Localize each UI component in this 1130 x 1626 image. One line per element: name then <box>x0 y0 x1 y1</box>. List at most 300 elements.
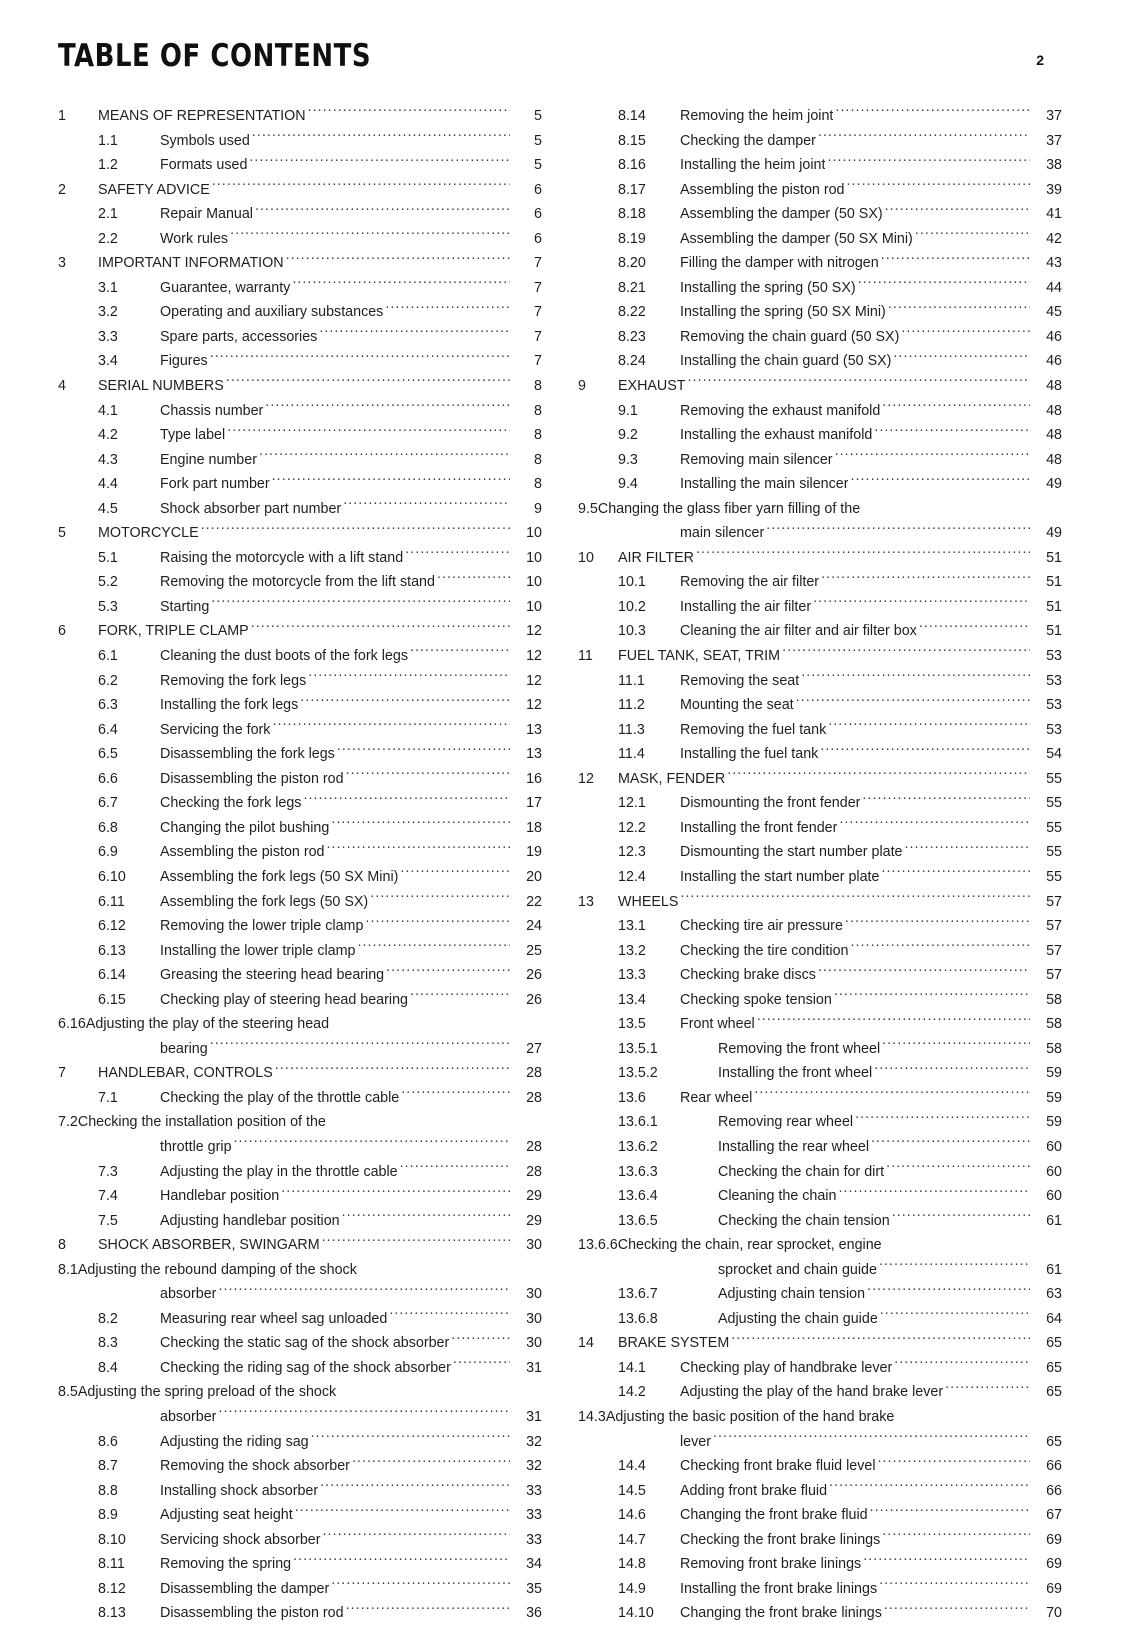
toc-entry-page: 54 <box>1046 746 1062 763</box>
leader-dots <box>300 695 510 709</box>
toc-entry[interactable] <box>58 988 542 1013</box>
toc-entry[interactable] <box>578 1405 1062 1454</box>
toc-entry-body <box>160 816 542 841</box>
toc-entry[interactable] <box>578 595 1062 620</box>
toc-entry[interactable] <box>578 227 1062 252</box>
toc-entry-body <box>160 669 542 694</box>
toc-entry-number: 14.2 <box>618 1384 646 1401</box>
toc-entry-title: Fork part number <box>160 476 270 493</box>
leader-dots <box>272 474 510 488</box>
toc-entry-title: Starting <box>160 598 210 615</box>
toc-entry[interactable] <box>578 963 1062 988</box>
toc-entry[interactable] <box>58 865 542 890</box>
toc-entry-number: 12.3 <box>618 844 646 861</box>
toc-entry[interactable] <box>578 816 1062 841</box>
leader-dots <box>688 376 1030 390</box>
toc-entry-body <box>718 1184 1062 1209</box>
toc-entry-body <box>78 1258 542 1283</box>
toc-entry[interactable] <box>578 742 1062 767</box>
leader-dots <box>880 1309 1030 1323</box>
toc-entry[interactable] <box>578 1037 1062 1062</box>
toc-entry-title: Assembling the piston rod <box>160 844 325 861</box>
toc-entry[interactable] <box>578 1233 1062 1282</box>
toc-entry[interactable] <box>58 300 542 325</box>
toc-entry-page: 17 <box>526 795 542 812</box>
toc-entry[interactable] <box>578 791 1062 816</box>
toc-entry[interactable] <box>58 1110 542 1159</box>
toc-entry-number: 13.1 <box>618 918 646 935</box>
leader-dots <box>766 523 1030 537</box>
toc-entry[interactable] <box>578 570 1062 595</box>
toc-entry[interactable] <box>58 129 542 154</box>
toc-entry-page: 36 <box>526 1605 542 1622</box>
toc-entry-body <box>160 1307 542 1332</box>
leader-dots <box>839 818 1030 832</box>
toc-entry-number: 8.17 <box>618 181 646 198</box>
toc-entry-title: Installing the start number plate <box>680 868 880 885</box>
toc-entry-body <box>160 718 542 743</box>
toc-entry-body <box>680 448 1062 473</box>
toc-entry[interactable] <box>578 865 1062 890</box>
toc-entry-title: Handlebar position <box>160 1188 280 1205</box>
toc-entry-page: 51 <box>1046 549 1062 566</box>
toc-entry[interactable] <box>578 1307 1062 1332</box>
toc-entry[interactable] <box>58 570 542 595</box>
toc-entry[interactable] <box>58 325 542 350</box>
toc-entry-number: 12.4 <box>618 868 646 885</box>
leader-dots <box>886 1161 1030 1175</box>
leader-dots <box>834 989 1030 1003</box>
toc-entry[interactable] <box>58 399 542 424</box>
toc-entry-number: 8.22 <box>618 304 646 321</box>
toc-entry-body <box>718 1258 1062 1283</box>
toc-entry-title: Adjusting the rebound damping of the shock <box>77 1261 357 1278</box>
toc-entry[interactable] <box>58 718 542 743</box>
toc-entry[interactable] <box>58 840 542 865</box>
toc-entry[interactable] <box>58 1209 542 1234</box>
toc-entry-page: 55 <box>1046 844 1062 861</box>
leader-dots <box>370 891 510 905</box>
toc-entry-number: 14.5 <box>618 1482 646 1499</box>
toc-entry[interactable] <box>578 1528 1062 1553</box>
toc-entry-number: 8.23 <box>618 328 646 345</box>
leader-dots <box>331 1579 510 1593</box>
toc-entry-body <box>160 349 542 374</box>
toc-entry-page: 18 <box>526 819 542 836</box>
toc-entry-body <box>718 1307 1062 1332</box>
toc-entry[interactable] <box>578 1331 1062 1356</box>
toc-entry-body <box>680 202 1062 227</box>
toc-entry[interactable] <box>58 1454 542 1479</box>
toc-entry-title: SERIAL NUMBERS <box>98 378 224 395</box>
leader-dots <box>838 1186 1030 1200</box>
toc-entry[interactable] <box>578 890 1062 915</box>
toc-entry-page: 53 <box>1046 721 1062 738</box>
toc-entry-number: 6.3 <box>98 697 118 714</box>
toc-entry[interactable] <box>578 202 1062 227</box>
toc-entry[interactable] <box>578 1577 1062 1602</box>
toc-entry[interactable] <box>578 349 1062 374</box>
toc-entry-body <box>680 399 1062 424</box>
toc-entry-title: Mounting the seat <box>680 697 794 714</box>
toc-entry-title-continued: main silencer <box>680 525 765 542</box>
toc-entry[interactable] <box>578 1601 1062 1626</box>
toc-entry-title: Checking the chain for dirt <box>718 1163 885 1180</box>
toc-entry[interactable] <box>578 988 1062 1013</box>
toc-entry[interactable] <box>578 178 1062 203</box>
toc-entry-page: 12 <box>526 672 542 689</box>
toc-entry[interactable] <box>578 1552 1062 1577</box>
toc-entry-page: 28 <box>526 1138 542 1155</box>
toc-entry-body <box>680 1454 1062 1479</box>
toc-entry[interactable] <box>58 546 542 571</box>
toc-entry-body <box>718 1061 1062 1086</box>
toc-entry[interactable] <box>58 890 542 915</box>
toc-entry-title: SAFETY ADVICE <box>98 181 210 198</box>
toc-entry-number: 4.3 <box>98 451 118 468</box>
toc-entry-body <box>160 693 542 718</box>
leader-dots <box>862 793 1030 807</box>
toc-entry-number: 3 <box>58 255 66 272</box>
toc-entry[interactable] <box>578 1209 1062 1234</box>
toc-entry[interactable] <box>58 251 542 276</box>
toc-entry-body <box>98 251 542 276</box>
toc-entry-title: Removing the air filter <box>680 574 820 591</box>
toc-entry[interactable] <box>578 1135 1062 1160</box>
leader-dots <box>874 1063 1030 1077</box>
toc-entry-title: Formats used <box>160 157 248 174</box>
toc-entry-page: 6 <box>534 181 542 198</box>
toc-entry[interactable] <box>578 300 1062 325</box>
toc-entry-title: Figures <box>160 353 208 370</box>
toc-entry-title: Filling the damper with nitrogen <box>680 255 879 272</box>
leader-dots <box>884 1603 1030 1617</box>
toc-entry[interactable] <box>58 276 542 301</box>
toc-entry-page: 22 <box>526 893 542 910</box>
toc-entry[interactable] <box>578 1479 1062 1504</box>
toc-entry[interactable] <box>578 399 1062 424</box>
toc-entry[interactable] <box>578 546 1062 571</box>
leader-dots <box>879 1579 1030 1593</box>
leader-dots <box>881 253 1030 267</box>
leader-dots <box>212 179 510 193</box>
toc-entry-title: Checking the damper <box>680 132 816 149</box>
toc-entry-number: 7.1 <box>98 1089 118 1106</box>
toc-entry[interactable] <box>58 1184 542 1209</box>
toc-entry-page: 58 <box>1046 1016 1062 1033</box>
toc-entry[interactable] <box>578 104 1062 129</box>
toc-entry-body <box>618 374 1062 399</box>
toc-entry-page: 59 <box>1046 1065 1062 1082</box>
toc-entry[interactable] <box>58 1233 542 1258</box>
toc-entry[interactable] <box>58 1012 542 1061</box>
toc-entry[interactable] <box>58 963 542 988</box>
toc-entry[interactable] <box>578 914 1062 939</box>
toc-entry[interactable] <box>578 1282 1062 1307</box>
toc-entry[interactable] <box>578 1380 1062 1405</box>
toc-entry-body <box>160 129 542 154</box>
toc-entry[interactable] <box>58 693 542 718</box>
toc-entry-number: 14.3 <box>578 1408 606 1425</box>
toc-entry-number: 5.2 <box>98 574 118 591</box>
leader-dots <box>327 842 510 856</box>
toc-entry[interactable] <box>58 1061 542 1086</box>
toc-entry[interactable] <box>58 202 542 227</box>
toc-entry[interactable] <box>578 669 1062 694</box>
toc-entry-number: 8.1 <box>58 1261 78 1278</box>
toc-entry[interactable] <box>58 178 542 203</box>
toc-entry[interactable] <box>578 939 1062 964</box>
toc-entry-line <box>578 497 1062 522</box>
leader-dots <box>346 768 510 782</box>
toc-entry-page: 41 <box>1046 206 1062 223</box>
toc-entry-number: 6.16 <box>58 1016 86 1033</box>
toc-entry[interactable] <box>578 374 1062 399</box>
toc-entry-body <box>680 349 1062 374</box>
toc-entry[interactable] <box>578 1012 1062 1037</box>
toc-entry-page: 30 <box>526 1335 542 1352</box>
leader-dots <box>858 278 1030 292</box>
toc-entry[interactable] <box>578 129 1062 154</box>
toc-entry-body <box>618 644 1062 669</box>
leader-dots <box>881 867 1030 881</box>
toc-entry[interactable] <box>58 669 542 694</box>
toc-entry-number: 13.6.6 <box>578 1237 618 1254</box>
toc-entry[interactable] <box>58 791 542 816</box>
toc-entry-body <box>680 619 1062 644</box>
toc-entry-title: IMPORTANT INFORMATION <box>98 255 284 272</box>
toc-entry[interactable] <box>58 1577 542 1602</box>
toc-entry-number: 1.2 <box>98 157 118 174</box>
toc-entry[interactable] <box>58 1331 542 1356</box>
leader-dots <box>365 916 510 930</box>
toc-entry-number: 11.1 <box>618 672 645 689</box>
toc-entry[interactable] <box>58 1479 542 1504</box>
toc-entry-page: 38 <box>1046 157 1062 174</box>
toc-entry[interactable] <box>578 1454 1062 1479</box>
toc-entry[interactable] <box>58 742 542 767</box>
toc-entry[interactable] <box>58 423 542 448</box>
toc-entry[interactable] <box>58 374 542 399</box>
toc-entry[interactable] <box>578 325 1062 350</box>
toc-entry[interactable] <box>578 276 1062 301</box>
toc-entry[interactable] <box>578 619 1062 644</box>
toc-entry-page: 43 <box>1046 255 1062 272</box>
toc-entry-title: Disassembling the piston rod <box>160 1605 344 1622</box>
toc-entry[interactable] <box>58 153 542 178</box>
toc-entry-body <box>618 890 1062 915</box>
toc-entry-title: Assembling the fork legs (50 SX) <box>160 893 369 910</box>
toc-entry-page: 64 <box>1046 1310 1062 1327</box>
toc-entry-page: 48 <box>1046 378 1062 395</box>
toc-entry[interactable] <box>58 1552 542 1577</box>
toc-entry-body <box>160 497 542 522</box>
toc-entry[interactable] <box>578 1086 1062 1111</box>
leader-dots <box>855 1112 1030 1126</box>
toc-entry-title: Installing the front fender <box>680 819 838 836</box>
toc-entry-title: Installing the spring (50 SX) <box>680 279 856 296</box>
leader-dots <box>818 965 1030 979</box>
toc-entry-title: Greasing the steering head bearing <box>160 967 385 984</box>
toc-entry-body <box>680 104 1062 129</box>
toc-entry-title: Removing the front wheel <box>718 1040 881 1057</box>
toc-entry-page: 69 <box>1046 1556 1062 1573</box>
toc-entry-number: 11.2 <box>618 697 645 714</box>
toc-entry-body <box>160 963 542 988</box>
leader-dots <box>251 621 510 635</box>
toc-entry-title: Rear wheel <box>680 1089 753 1106</box>
toc-entry-number: 13.5 <box>618 1016 646 1033</box>
toc-entry[interactable] <box>578 497 1062 546</box>
toc-entry[interactable] <box>58 816 542 841</box>
toc-entry[interactable] <box>58 1503 542 1528</box>
leader-dots <box>227 425 510 439</box>
toc-entry[interactable] <box>578 1110 1062 1135</box>
toc-entry-page: 28 <box>526 1089 542 1106</box>
toc-entry[interactable] <box>578 693 1062 718</box>
toc-entry-page: 59 <box>1046 1089 1062 1106</box>
toc-entry[interactable] <box>58 767 542 792</box>
toc-entry[interactable] <box>58 1601 542 1626</box>
toc-entry-title: Shock absorber part number <box>160 500 342 517</box>
leader-dots <box>400 1161 510 1175</box>
toc-entry[interactable] <box>58 497 542 522</box>
leader-dots <box>292 278 510 292</box>
toc-entry[interactable] <box>58 448 542 473</box>
leader-dots <box>226 376 510 390</box>
toc-entry[interactable] <box>58 1380 542 1429</box>
toc-entry-number: 11.4 <box>618 746 645 763</box>
toc-entry-page: 31 <box>526 1408 542 1425</box>
toc-entry-body <box>160 1209 542 1234</box>
leader-dots <box>821 572 1030 586</box>
toc-entry-number: 9.1 <box>618 402 638 419</box>
toc-entry[interactable] <box>58 619 542 644</box>
toc-entry-number: 7.2 <box>58 1114 78 1131</box>
toc-entry-page: 10 <box>526 525 542 542</box>
toc-entry-body <box>160 914 542 939</box>
toc-entry[interactable] <box>58 644 542 669</box>
toc-entry-body <box>160 1086 542 1111</box>
toc-entry[interactable] <box>578 448 1062 473</box>
toc-entry[interactable] <box>578 644 1062 669</box>
toc-entry-title: Removing the fork legs <box>160 672 307 689</box>
leader-dots <box>829 1480 1030 1494</box>
toc-entry-page: 69 <box>1046 1531 1062 1548</box>
toc-entry-body <box>98 1061 542 1086</box>
toc-entry[interactable] <box>578 423 1062 448</box>
toc-entry-number: 10 <box>578 549 594 566</box>
toc-entry[interactable] <box>58 914 542 939</box>
toc-entry[interactable] <box>58 1430 542 1455</box>
leader-dots <box>346 1603 510 1617</box>
toc-entry-body <box>98 104 542 129</box>
toc-entry-number: 14.6 <box>618 1507 646 1524</box>
toc-entry[interactable] <box>58 349 542 374</box>
toc-entry-title: Engine number <box>160 451 257 468</box>
toc-entry[interactable] <box>578 718 1062 743</box>
toc-entry[interactable] <box>578 1061 1062 1086</box>
toc-entry[interactable] <box>578 153 1062 178</box>
toc-entry-number: 13.2 <box>618 942 646 959</box>
leader-dots <box>272 719 510 733</box>
toc-entry-body <box>680 742 1062 767</box>
toc-entry[interactable] <box>578 251 1062 276</box>
toc-entry[interactable] <box>578 472 1062 497</box>
toc-entry-title: Checking spoke tension <box>680 991 832 1008</box>
toc-entry[interactable] <box>578 1503 1062 1528</box>
toc-entry-title: SHOCK ABSORBER, SWINGARM <box>98 1237 320 1254</box>
toc-entry-title: Installing the spring (50 SX Mini) <box>680 304 886 321</box>
toc-entry[interactable] <box>58 1258 542 1307</box>
toc-entry[interactable] <box>578 767 1062 792</box>
toc-entry-page: 48 <box>1046 451 1062 468</box>
toc-entry-number: 13.6.8 <box>618 1310 658 1327</box>
leader-dots <box>252 130 510 144</box>
toc-entry-title: Spare parts, accessories <box>160 328 318 345</box>
leader-dots <box>882 1038 1030 1052</box>
toc-entry-page: 7 <box>534 328 542 345</box>
leader-dots <box>827 155 1030 169</box>
toc-entry-body <box>160 423 542 448</box>
toc-entry[interactable] <box>578 1160 1062 1185</box>
page-number: 2 <box>1036 52 1044 68</box>
toc-entry-body <box>160 570 542 595</box>
toc-entry-page: 60 <box>1046 1138 1062 1155</box>
toc-entry-page: 66 <box>1046 1482 1062 1499</box>
toc-entry-page: 7 <box>534 353 542 370</box>
toc-entry[interactable] <box>58 1528 542 1553</box>
toc-entry[interactable] <box>58 521 542 546</box>
toc-entry-line <box>58 1110 542 1135</box>
toc-entry[interactable] <box>58 939 542 964</box>
toc-entry[interactable] <box>58 595 542 620</box>
toc-entry-body <box>160 1552 542 1577</box>
toc-entry-title: Checking the chain tension <box>718 1212 890 1229</box>
toc-entry-body <box>98 521 542 546</box>
toc-entry[interactable] <box>58 1356 542 1381</box>
toc-entry-number: 13.5.2 <box>618 1065 658 1082</box>
leader-dots <box>713 1431 1030 1445</box>
toc-entry-page: 49 <box>1046 476 1062 493</box>
toc-entry[interactable] <box>58 472 542 497</box>
toc-entry[interactable] <box>578 840 1062 865</box>
toc-entry-page: 32 <box>526 1458 542 1475</box>
toc-entry[interactable] <box>58 1307 542 1332</box>
toc-entry[interactable] <box>58 227 542 252</box>
toc-entry-title: Checking front brake fluid level <box>680 1458 876 1475</box>
toc-entry-number: 13.6.1 <box>618 1114 658 1131</box>
toc-entry-title: Chassis number <box>160 402 264 419</box>
toc-entry-number: 2.1 <box>98 206 118 223</box>
toc-entry-number: 13.6.5 <box>618 1212 658 1229</box>
toc-entry-body <box>160 1454 542 1479</box>
toc-entry[interactable] <box>58 1086 542 1111</box>
leader-dots <box>863 1554 1030 1568</box>
toc-entry-page: 7 <box>534 304 542 321</box>
toc-entry-number: 8.15 <box>618 132 646 149</box>
toc-entry-body <box>160 644 542 669</box>
toc-entry-title: Installing the chain guard (50 SX) <box>680 353 892 370</box>
toc-entry[interactable] <box>58 1160 542 1185</box>
toc-entry-number: 9.5 <box>578 500 598 517</box>
toc-entry[interactable] <box>58 104 542 129</box>
toc-entry[interactable] <box>578 1184 1062 1209</box>
leader-dots <box>410 989 510 1003</box>
leader-dots <box>796 695 1030 709</box>
toc-entry[interactable] <box>578 1356 1062 1381</box>
leader-dots <box>901 327 1030 341</box>
